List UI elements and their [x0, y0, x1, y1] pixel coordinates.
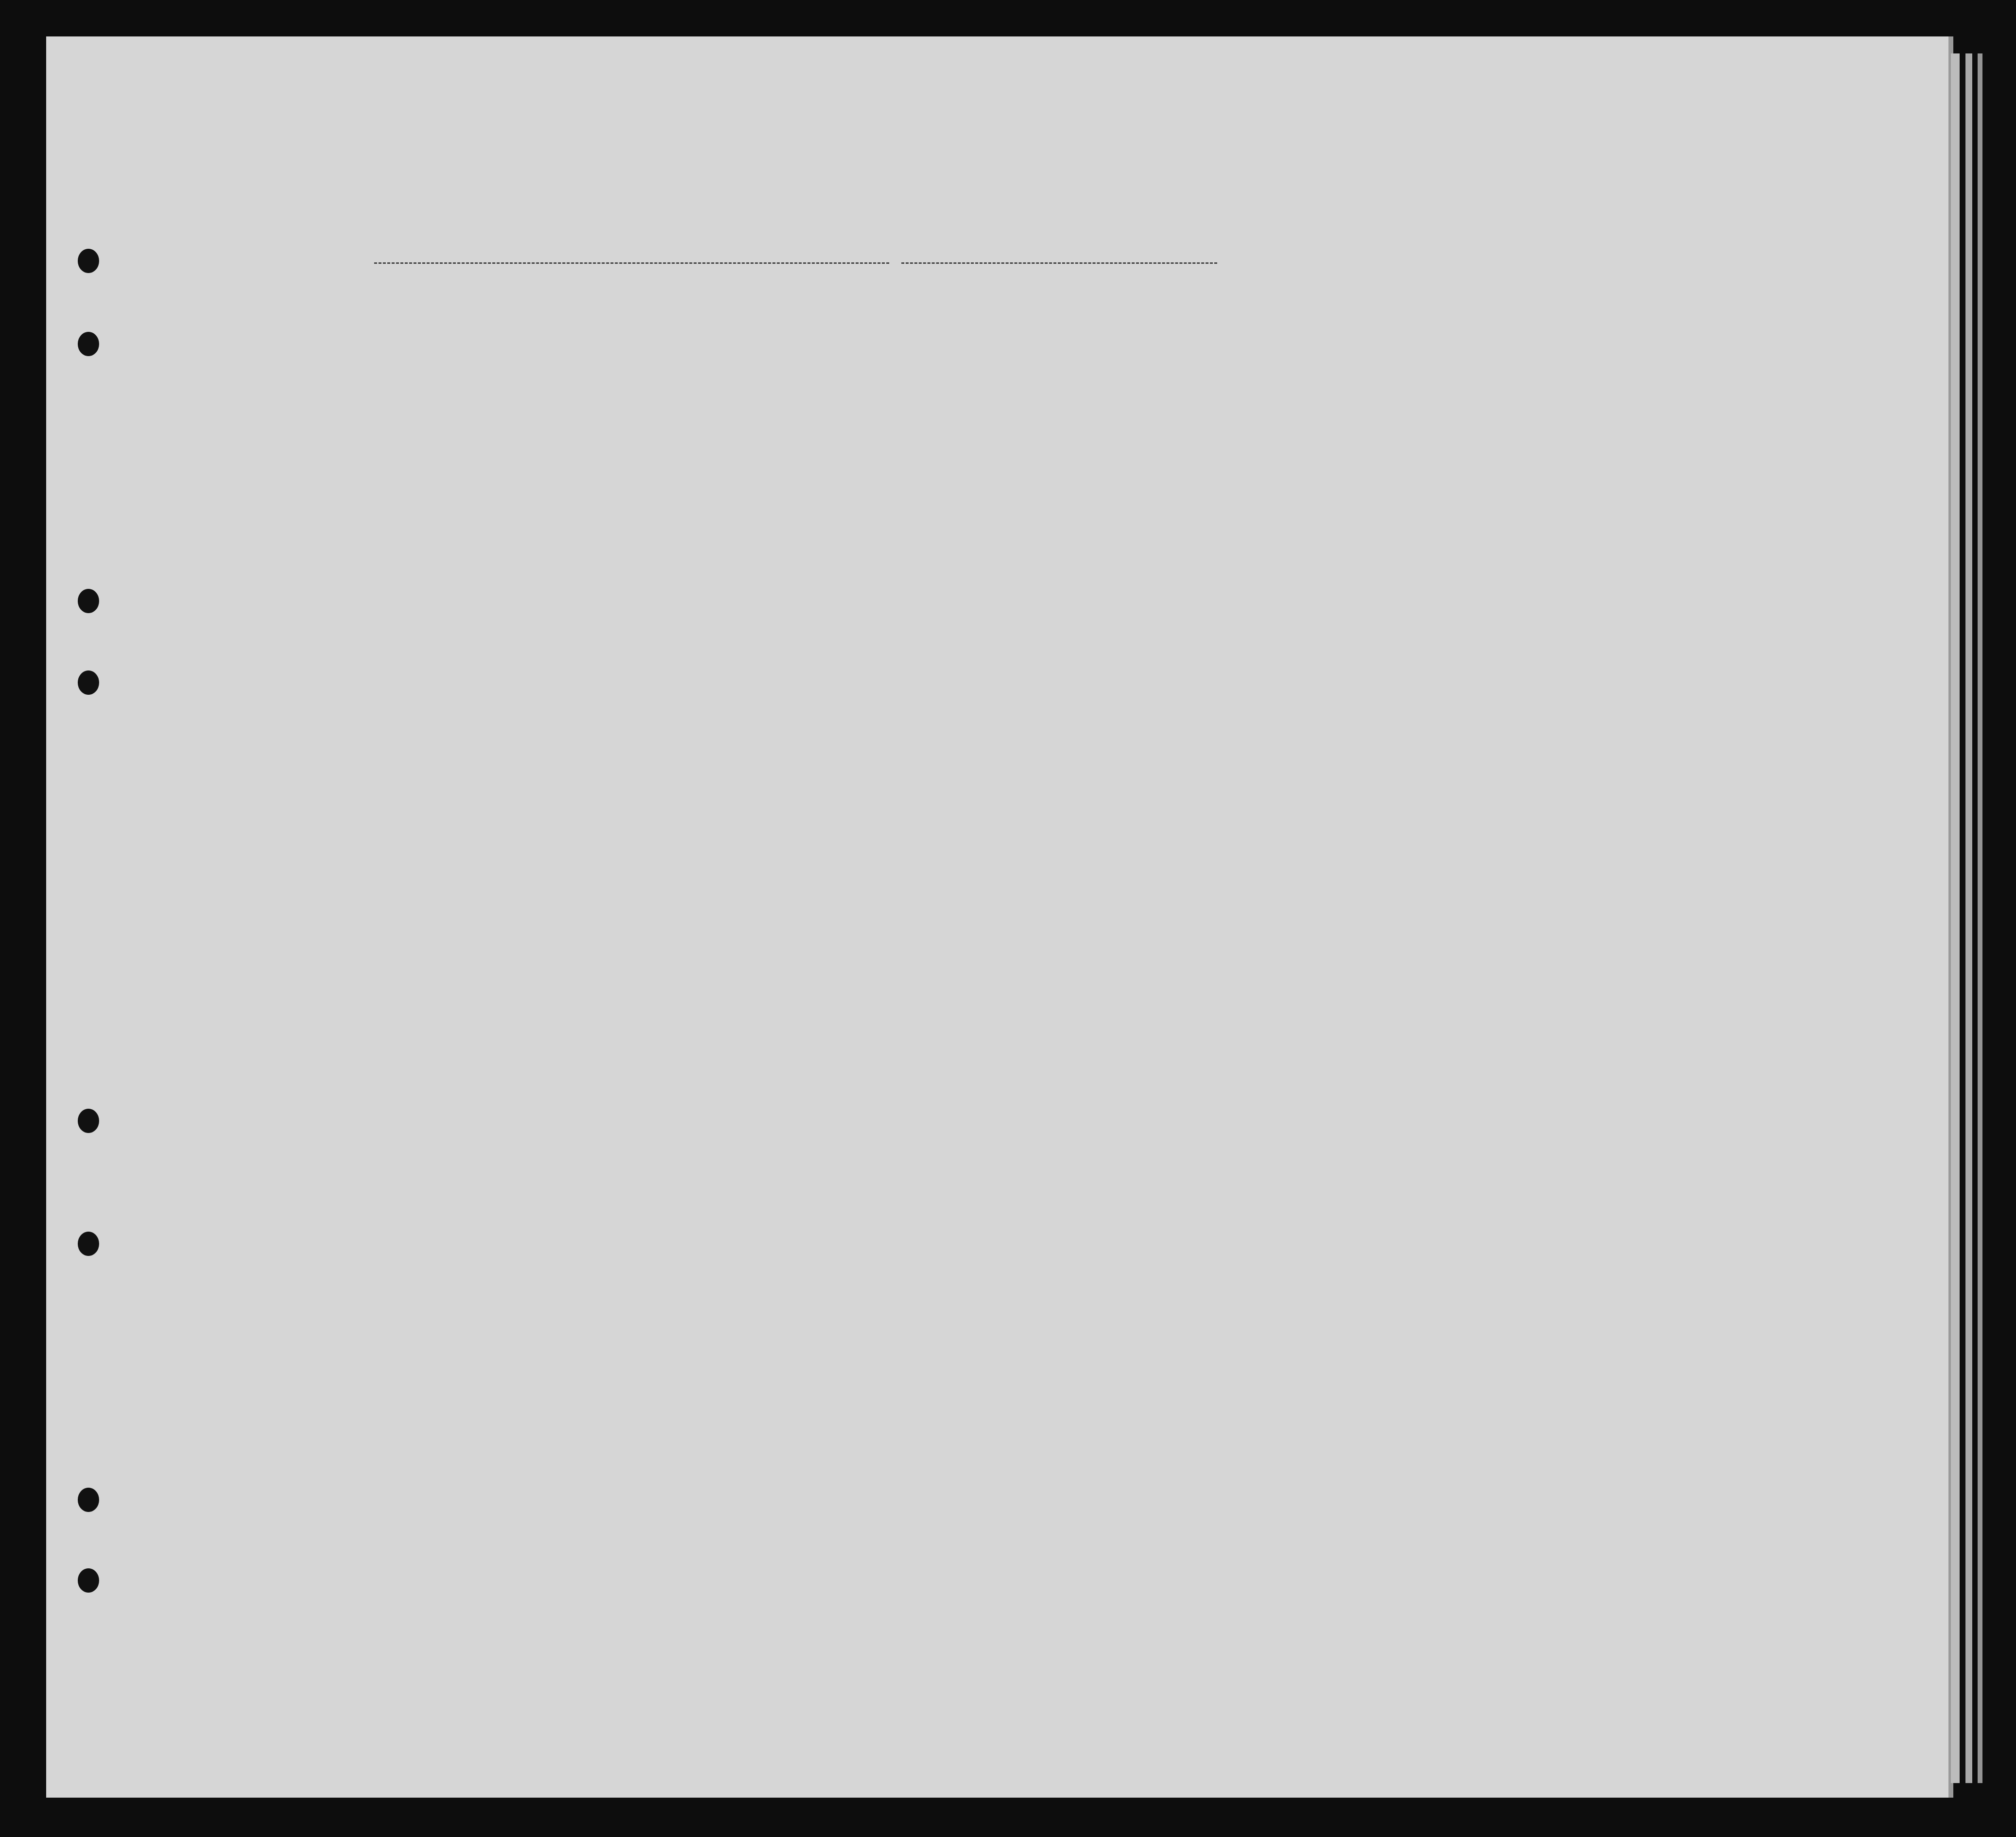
manifest-sheet — [46, 36, 1953, 1798]
binder-hole — [78, 670, 99, 695]
page-edge — [1951, 53, 1960, 1783]
binder-hole — [78, 1109, 99, 1133]
binder-hole — [78, 1232, 99, 1256]
page-edge — [1965, 53, 1972, 1783]
dotted-line — [901, 262, 1217, 264]
dotted-line — [374, 262, 889, 264]
page-edge — [1978, 53, 1982, 1783]
binder-hole — [78, 332, 99, 356]
binder-hole — [78, 589, 99, 613]
binder-hole — [78, 249, 99, 273]
binder-hole — [78, 1488, 99, 1512]
binder-hole — [78, 1568, 99, 1593]
